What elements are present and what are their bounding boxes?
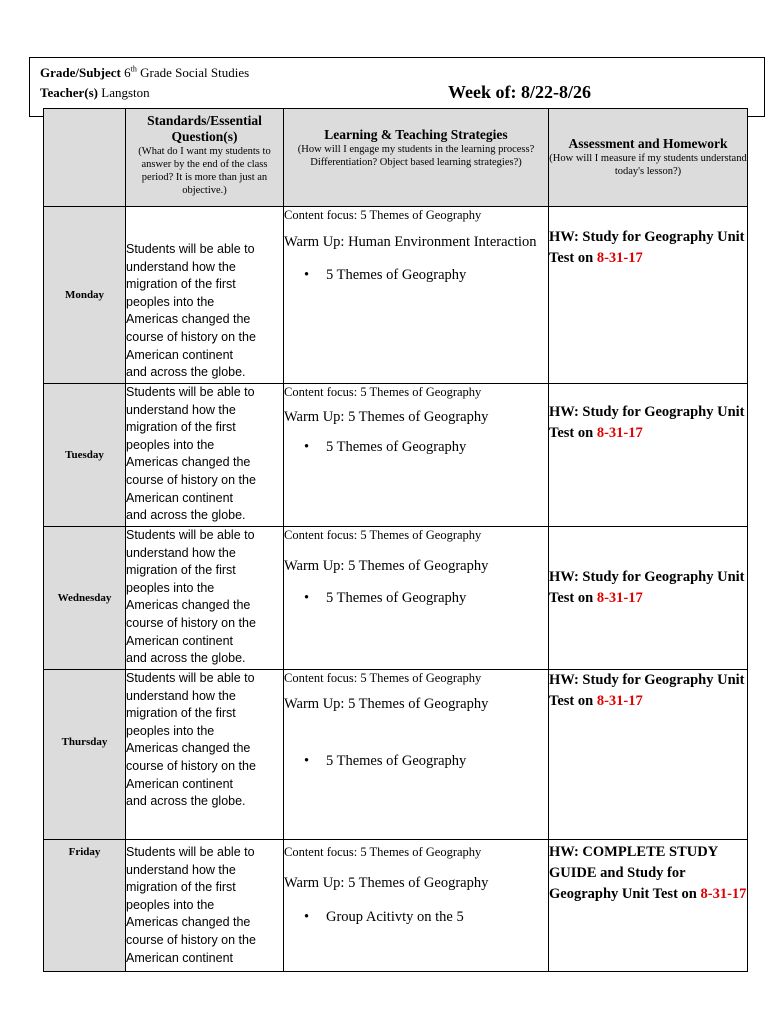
standard-line: Americas changed the [126,312,251,327]
homework-date: 8-31-17 [596,250,643,266]
standard-line: understand how the [126,545,236,560]
standard-line: peoples into the [126,294,215,309]
standard-line: and across the globe. [126,365,246,380]
homework-cell [549,384,748,527]
standard-line: American continent [126,633,234,648]
strategies-column-header [284,109,549,207]
warm-up: Warm Up: 5 Themes of Geography [284,409,489,425]
standard-line: peoples into the [126,437,215,452]
teacher-line [40,85,150,101]
strategies-title: Learning & Teaching Strategies [324,127,508,142]
standards-subtitle: (What do I want my students to answer by the end of the class period? It is more than just an objective.) [138,146,271,196]
table-row [44,207,748,384]
homework-cell [549,207,748,384]
standard-line: understand how the [126,688,236,703]
strategy-cell [284,384,549,527]
standard-line: and across the globe. [126,794,246,809]
homework-text: HW: COMPLETE STUDY GUIDE and Study for Geography Unit Test on [549,844,718,902]
content-focus: Content focus: 5 Themes of Geography [284,671,482,685]
table-row [44,840,748,972]
strategies-subtitle: (How will I engage my students in the learning process? Differentiation? Object based learning strategies?) [297,144,535,168]
day-cell: Wednesday [44,527,126,670]
standard-line: American continent [126,950,234,965]
standard-line: migration of the first [126,420,236,435]
standard-line: peoples into the [126,723,215,738]
assessment-title: Assessment and Homework [568,136,728,151]
day-cell: Tuesday [44,384,126,527]
homework-text: HW: Study for Geography Unit Test on [549,229,745,266]
standard-cell [126,670,284,840]
standard-cell [126,384,284,527]
strategy-bullet: • 5 Themes of Geography [284,588,548,608]
standard-line: understand how the [126,862,236,877]
homework-cell [549,840,748,972]
standard-line: course of history on the [126,932,256,947]
day-cell: Thursday [44,670,126,840]
standard-line: Students will be able to [126,845,255,859]
warm-up: Warm Up: Human Environment Interaction [284,234,537,250]
table-header-row [44,109,748,207]
homework-text: HW: Study for Geography Unit Test on [549,672,745,709]
standard-line: and across the globe. [126,508,246,523]
content-focus: Content focus: 5 Themes of Geography [284,385,482,399]
standard-cell [126,207,284,384]
strategy-cell [284,840,549,972]
homework-date: 8-31-17 [596,693,643,709]
strategy-bullet: • 5 Themes of Geography [284,751,548,771]
table-row [44,384,748,527]
grade-subject: Grade Social Studies [140,65,250,80]
warm-up: Warm Up: 5 Themes of Geography [284,696,489,712]
warm-up: Warm Up: 5 Themes of Geography [284,558,489,574]
standard-line: Americas changed the [126,741,251,756]
standard-line: Students will be able to [126,528,255,542]
standard-line: and across the globe. [126,651,246,666]
strategy-bullet: • 5 Themes of Geography [284,437,548,457]
homework-cell [549,670,748,840]
content-focus: Content focus: 5 Themes of Geography [284,208,482,222]
day-cell: Friday [44,840,126,972]
standard-line: American continent [126,776,234,791]
teacher-name: Langston [101,85,150,100]
strategy-bullet: • 5 Themes of Geography [284,265,548,285]
standards-title: Standards/Essential Question(s) [147,113,262,144]
week-label: Week of: [448,82,517,102]
standard-line: understand how the [126,259,236,274]
standard-line: migration of the first [126,880,236,895]
grade-suffix: th [130,64,137,74]
standard-line: course of history on the [126,758,256,773]
week-of [448,82,591,103]
homework-date: 8-31-17 [596,425,643,441]
standard-line: American continent [126,347,234,362]
standards-column-header [126,109,284,207]
table-row [44,527,748,670]
homework-text: HW: Study for Geography Unit Test on [549,569,745,606]
standard-line: understand how the [126,402,236,417]
standard-cell [126,840,284,972]
standard-line: Americas changed the [126,915,251,930]
table-row [44,670,748,840]
standard-line: migration of the first [126,563,236,578]
week-value: 8/22-8/26 [520,82,591,102]
assessment-subtitle: (How will I measure if my students understand today's lesson?) [549,153,747,177]
day-column-header [44,109,126,207]
standard-cell [126,527,284,670]
strategy-cell [284,527,549,670]
standard-line: course of history on the [126,329,256,344]
homework-cell [549,527,748,670]
standard-line: Students will be able to [126,242,255,256]
strategy-bullet: • Group Acitivty on the 5 [284,907,548,927]
standard-line: Americas changed the [126,455,251,470]
content-focus: Content focus: 5 Themes of Geography [284,528,482,542]
strategy-cell [284,207,549,384]
standard-line: peoples into the [126,580,215,595]
standard-line: American continent [126,490,234,505]
homework-date: 8-31-17 [700,886,747,902]
standard-line: peoples into the [126,897,215,912]
teacher-label: Teacher(s) [40,85,99,100]
grade-subject-line [40,65,249,81]
grade-number: 6 [124,65,131,80]
standard-line: Students will be able to [126,671,255,685]
homework-date: 8-31-17 [596,590,643,606]
standard-line: Students will be able to [126,385,255,399]
lesson-plan-table [43,108,748,972]
warm-up: Warm Up: 5 Themes of Geography [284,875,489,891]
assessment-column-header [549,109,748,207]
day-cell: Monday [44,207,126,384]
strategy-cell [284,670,549,840]
standard-line: Americas changed the [126,598,251,613]
standard-line: migration of the first [126,277,236,292]
content-focus: Content focus: 5 Themes of Geography [284,845,482,859]
standard-line: course of history on the [126,472,256,487]
standard-line: course of history on the [126,615,256,630]
standard-line: migration of the first [126,706,236,721]
grade-label: Grade/Subject [40,65,121,80]
homework-text: HW: Study for Geography Unit Test on [549,404,745,441]
